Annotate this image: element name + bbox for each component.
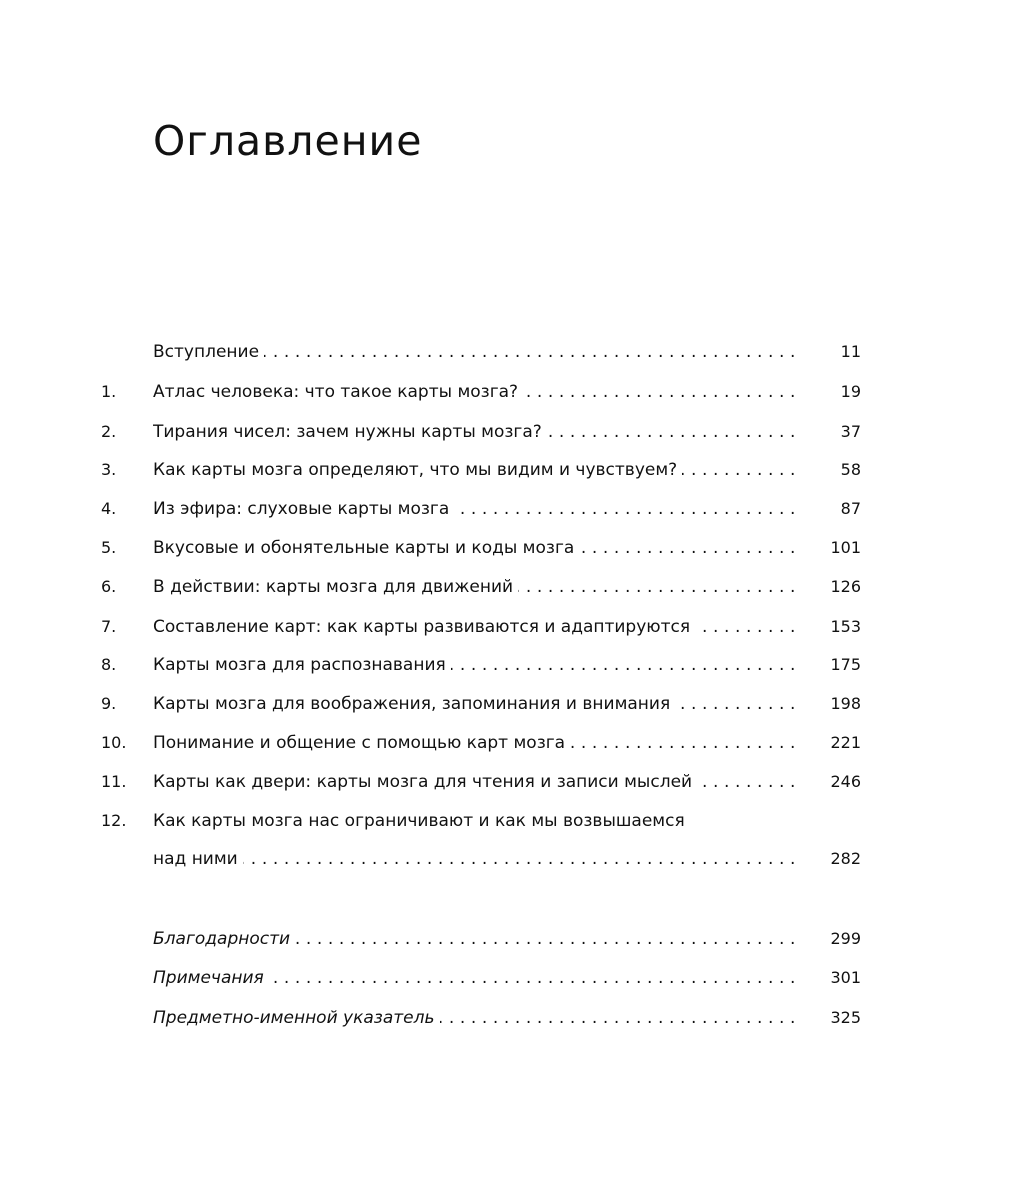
dot-leader bbox=[518, 573, 801, 601]
page-number: 37 bbox=[840, 422, 861, 441]
toc-entry-notes[interactable] bbox=[0, 964, 1036, 992]
toc-entry-chapter-1[interactable] bbox=[0, 378, 1036, 406]
chapter-number: 11. bbox=[101, 772, 127, 791]
toc-entry-line bbox=[153, 495, 801, 523]
chapter-number: 5. bbox=[101, 538, 117, 557]
toc-entry-line bbox=[153, 573, 801, 601]
chapter-number: 9. bbox=[101, 694, 117, 713]
chapter-title: Как карты мозга определяют, что мы видим и чувствуем? bbox=[153, 456, 677, 484]
toc-entry-line bbox=[153, 651, 801, 679]
section-title: Примечания bbox=[153, 964, 264, 992]
dot-leader bbox=[264, 338, 801, 366]
toc-entry-chapter-11[interactable] bbox=[0, 768, 1036, 796]
page-number: 299 bbox=[830, 929, 861, 948]
toc-entry-line bbox=[153, 338, 801, 366]
dot-leader bbox=[695, 613, 801, 641]
toc-entry-line bbox=[153, 378, 801, 406]
chapter-title: Атлас человека: что такое карты мозга? bbox=[153, 378, 518, 406]
toc-entry-line bbox=[153, 768, 801, 796]
chapter-title: Понимание и общение с помощью карт мозга bbox=[153, 729, 565, 757]
chapter-number: 7. bbox=[101, 617, 117, 636]
page-number: 19 bbox=[840, 382, 861, 401]
dot-leader bbox=[269, 964, 801, 992]
chapter-title: Тирания чисел: зачем нужны карты мозга? bbox=[153, 418, 542, 446]
chapter-title-continued: над ними bbox=[153, 845, 238, 873]
page-number: 221 bbox=[830, 733, 861, 752]
page-number: 198 bbox=[830, 694, 861, 713]
dot-leader bbox=[243, 845, 801, 873]
dot-leader bbox=[547, 418, 801, 446]
chapter-title: Карты как двери: карты мозга для чтения и записи мыслей bbox=[153, 768, 692, 796]
page-number: 58 bbox=[840, 460, 861, 479]
page-number: 153 bbox=[830, 617, 861, 636]
chapter-title: Карты мозга для воображения, запоминания и внимания bbox=[153, 690, 670, 718]
toc-entry-line bbox=[153, 1004, 801, 1032]
dot-leader bbox=[451, 651, 801, 679]
chapter-number: 8. bbox=[101, 655, 117, 674]
dot-leader bbox=[675, 690, 801, 718]
dot-leader bbox=[697, 768, 801, 796]
toc-entry-line bbox=[153, 925, 801, 953]
toc-entry-line bbox=[153, 456, 801, 484]
dot-leader bbox=[440, 1004, 802, 1032]
section-title: Предметно-именной указатель bbox=[153, 1004, 435, 1032]
page-number: 301 bbox=[830, 968, 861, 987]
dot-leader bbox=[579, 534, 801, 562]
chapter-number: 4. bbox=[101, 499, 117, 518]
chapter-number: 2. bbox=[101, 422, 117, 441]
section-title: Благодарности bbox=[153, 925, 290, 953]
dot-leader bbox=[295, 925, 801, 953]
page-number: 246 bbox=[830, 772, 861, 791]
page-number: 11 bbox=[840, 342, 861, 361]
toc-entry-chapter-9[interactable] bbox=[0, 690, 1036, 718]
toc-entry-line bbox=[153, 845, 801, 873]
toc-entry-chapter-5[interactable] bbox=[0, 534, 1036, 562]
chapter-title: Из эфира: слуховые карты мозга bbox=[153, 495, 449, 523]
page-number: 325 bbox=[830, 1008, 861, 1027]
toc-entry-index[interactable] bbox=[0, 1004, 1036, 1032]
toc-entry-chapter-4[interactable] bbox=[0, 495, 1036, 523]
dot-leader bbox=[570, 729, 801, 757]
page-number: 282 bbox=[830, 849, 861, 868]
dot-leader bbox=[454, 495, 801, 523]
toc-entry-chapter-8[interactable] bbox=[0, 651, 1036, 679]
chapter-title: Вкусовые и обонятельные карты и коды мозга bbox=[153, 534, 574, 562]
chapter-title: В действии: карты мозга для движений bbox=[153, 573, 513, 601]
toc-entry-chapter-7[interactable] bbox=[0, 613, 1036, 641]
page-number: 87 bbox=[840, 499, 861, 518]
chapter-title: Карты мозга для распознавания bbox=[153, 651, 446, 679]
dot-leader bbox=[682, 456, 801, 484]
toc-entry-acknowledgements[interactable] bbox=[0, 925, 1036, 953]
toc-entry-line bbox=[153, 964, 801, 992]
dot-leader bbox=[523, 378, 801, 406]
toc-entry-line bbox=[153, 534, 801, 562]
page-number: 126 bbox=[830, 577, 861, 596]
page-title: Оглавление bbox=[153, 117, 423, 165]
toc-entry-chapter-2[interactable] bbox=[0, 418, 1036, 446]
toc-entry-line bbox=[153, 690, 801, 718]
page-number: 101 bbox=[830, 538, 861, 557]
chapter-number: 1. bbox=[101, 382, 117, 401]
toc-entry-chapter-3[interactable] bbox=[0, 456, 1036, 484]
toc-entry-chapter-6[interactable] bbox=[0, 573, 1036, 601]
toc-entry-chapter-12-line2[interactable] bbox=[0, 845, 1036, 873]
toc-entry-line bbox=[153, 613, 801, 641]
chapter-number: 6. bbox=[101, 577, 117, 596]
page-number: 175 bbox=[830, 655, 861, 674]
chapter-number: 12. bbox=[101, 811, 127, 830]
toc-entry-line bbox=[153, 418, 801, 446]
chapter-title: Как карты мозга нас ограничивают и как мы возвышаемся bbox=[153, 811, 685, 831]
chapter-title: Составление карт: как карты развиваются и адаптируются bbox=[153, 613, 690, 641]
chapter-number: 3. bbox=[101, 460, 117, 479]
toc-entry-chapter-12-line1[interactable] bbox=[0, 807, 1036, 835]
chapter-number: 10. bbox=[101, 733, 127, 752]
toc-entry-chapter-10[interactable] bbox=[0, 729, 1036, 757]
toc-entry-line bbox=[153, 729, 801, 757]
toc-entry-intro[interactable] bbox=[0, 338, 1036, 366]
chapter-title: Вступление bbox=[153, 338, 259, 366]
